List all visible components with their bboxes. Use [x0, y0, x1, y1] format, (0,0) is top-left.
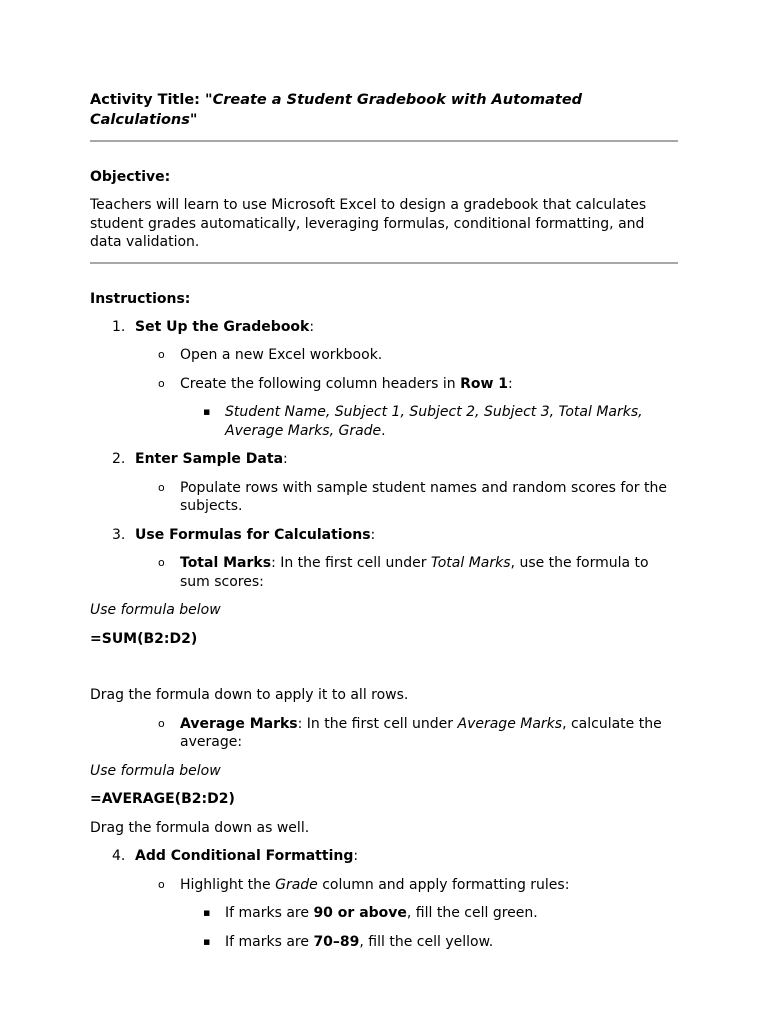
step-title-colon: : — [370, 526, 376, 543]
list-item-text: , calculate the average: — [180, 715, 662, 750]
step-title-colon: : — [283, 451, 288, 467]
step-number: 4. — [112, 848, 126, 864]
list-item — [158, 346, 678, 365]
step-title-colon: : — [353, 848, 359, 864]
circle-bullet-icon: o — [158, 348, 165, 361]
list-item-text: , fill the cell green. — [406, 905, 538, 921]
circle-bullet-icon: o — [158, 877, 165, 891]
step-1 — [112, 318, 678, 337]
step-title: Set Up the Gradebook — [135, 318, 310, 335]
square-bullet-icon: ▪ — [203, 405, 211, 418]
list-item-text: If marks are — [225, 905, 314, 921]
list-item-text: : In the first cell under — [297, 715, 458, 732]
title-label: Activity Title: " — [90, 92, 213, 108]
sum-formula: =SUM(B2:D2) — [90, 630, 198, 647]
step-number: 2. — [112, 451, 126, 467]
document-page — [90, 90, 678, 951]
divider — [90, 140, 678, 142]
list-item-text: , fill the cell yellow. — [359, 933, 494, 950]
step-number: 1. — [112, 318, 126, 335]
average-formula: =AVERAGE(B2:D2) — [90, 791, 235, 807]
list-item — [158, 715, 678, 752]
drag-instruction: Drag the formula down to apply it to all rows. — [90, 687, 409, 703]
objective-heading: Objective: — [90, 169, 171, 185]
list-item-text: Create the following column headers in — [180, 375, 461, 392]
grade-column-name: Grade — [275, 876, 318, 893]
circle-bullet-icon: o — [158, 556, 165, 569]
list-item — [158, 554, 678, 591]
step-4 — [112, 847, 678, 866]
list-item-text: column and apply formatting rules: — [317, 876, 570, 893]
objective-text: Teachers will learn to use Microsoft Excel to design a gradebook that calculates student grades automatically, leveraging formulas, conditional formatting, and data validation. — [90, 197, 647, 250]
column-headers-list: Student Name, Subject 1, Subject 2, Subject 3, Total Marks, Average Marks, Grade — [225, 404, 643, 439]
list-item-period: . — [381, 422, 386, 439]
step-3 — [112, 526, 678, 545]
list-item-colon: : — [508, 375, 513, 392]
step-title: Use Formulas for Calculations — [135, 526, 371, 543]
list-item-text: Populate rows with sample student names and random scores for the subjects. — [180, 479, 667, 514]
title-activity-name: Create a Student Gradebook with Automated Calculations — [90, 92, 583, 128]
average-marks-column-name: Average Marks — [457, 715, 563, 732]
list-item — [203, 933, 678, 952]
list-item — [203, 403, 678, 440]
step-title: Add Conditional Formatting — [135, 848, 354, 864]
list-item — [158, 876, 678, 895]
drag-instruction: Drag the formula down as well. — [90, 819, 310, 836]
list-item — [158, 375, 678, 394]
circle-bullet-icon: o — [158, 716, 165, 730]
average-marks-label: Average Marks — [180, 715, 298, 732]
use-formula-note: Use formula below — [90, 762, 221, 779]
square-bullet-icon: ▪ — [203, 906, 211, 919]
rule-threshold: 70–89 — [313, 933, 360, 950]
total-marks-column-name: Total Marks — [430, 555, 511, 571]
list-item — [158, 479, 678, 516]
total-marks-label: Total Marks — [180, 555, 272, 571]
instructions-heading: Instructions: — [90, 290, 191, 307]
step-number: 3. — [112, 526, 126, 543]
step-title: Enter Sample Data — [135, 451, 284, 467]
divider — [90, 262, 678, 264]
step-2 — [112, 450, 678, 469]
list-item-text: , use the formula to sum scores: — [180, 555, 649, 590]
activity-title — [90, 90, 678, 130]
list-item-text: : In the first cell under — [271, 555, 431, 571]
list-item-text: Open a new Excel workbook. — [180, 347, 383, 363]
rule-threshold: 90 or above — [313, 905, 407, 921]
title-close-quote: " — [189, 112, 198, 128]
list-item-text: If marks are — [225, 933, 314, 950]
use-formula-note: Use formula below — [90, 602, 221, 618]
row-1-emphasis: Row 1 — [460, 375, 509, 392]
list-item — [203, 904, 678, 923]
step-title-colon: : — [309, 318, 315, 335]
circle-bullet-icon: o — [158, 480, 165, 494]
square-bullet-icon: ▪ — [203, 934, 211, 948]
circle-bullet-icon: o — [158, 376, 165, 390]
list-item-text: Highlight the — [180, 876, 276, 893]
